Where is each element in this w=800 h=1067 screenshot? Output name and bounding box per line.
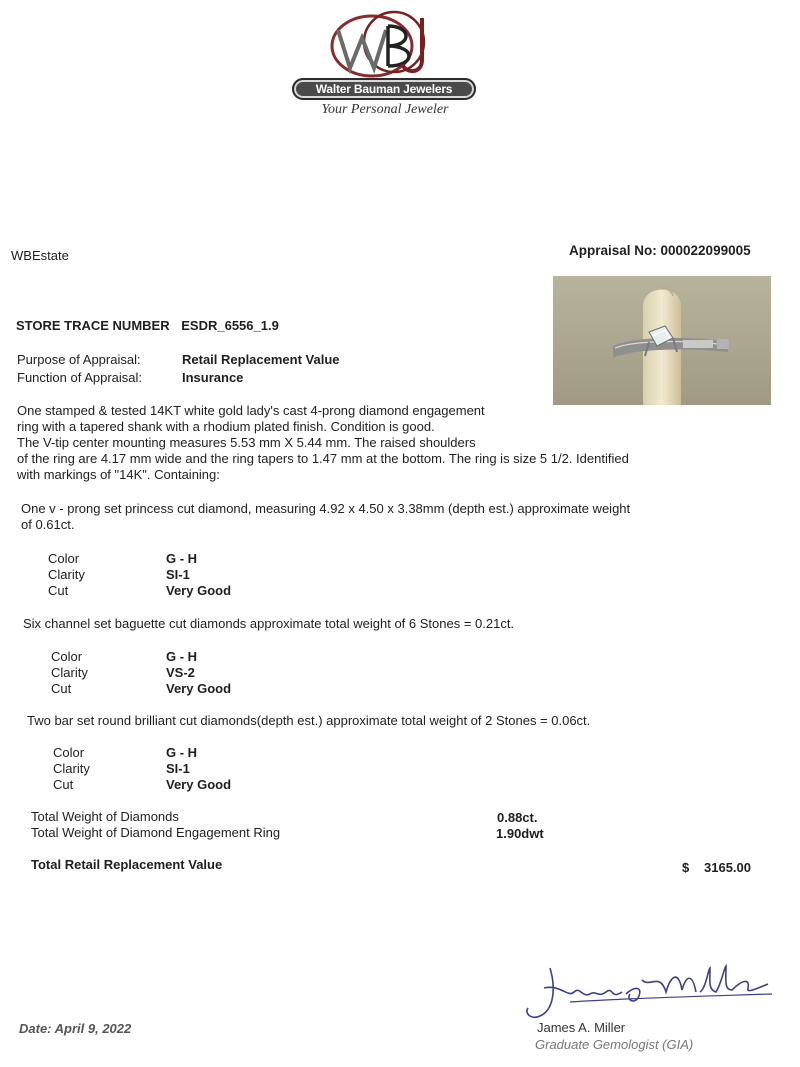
grade-label: Cut: [48, 583, 69, 598]
grade-label: Cut: [51, 681, 72, 696]
grade-value: G - H: [166, 551, 198, 566]
function-value: Insurance: [182, 370, 244, 385]
ring-photo: [553, 276, 771, 405]
grade-value: Very Good: [166, 777, 232, 792]
wbj-monogram-logo: [290, 8, 480, 78]
total-diamonds-label: Total Weight of Diamonds: [31, 809, 179, 824]
grade-label: Cut: [53, 777, 74, 792]
estate-label: WBEstate: [11, 248, 69, 263]
signature-image: [510, 958, 790, 1022]
grade-label: Color: [48, 551, 80, 566]
description-line: with markings of "14K". Containing:: [17, 467, 220, 482]
purpose-value: Retail Replacement Value: [182, 352, 340, 367]
center-stone-line: of 0.61ct.: [21, 517, 75, 532]
logo-tagline: Your Personal Jeweler: [321, 102, 449, 117]
grade-value: Very Good: [166, 583, 232, 598]
grade-value: SI-1: [166, 761, 190, 776]
baguette-line: Six channel set baguette cut diamonds approximate total weight of 6 Stones = 0.21ct.: [23, 616, 515, 631]
description-line: One stamped & tested 14KT white gold lady's cast 4-prong diamond engagement: [17, 403, 485, 418]
logo-plate-text: Walter Bauman Jewelers: [315, 82, 453, 96]
round-diamonds-line: Two bar set round brilliant cut diamonds(depth est.) approximate total weight of 2 Stones = 0.06ct.: [27, 713, 591, 728]
company-logo: [290, 8, 480, 120]
description-line: of the ring are 4.17 mm wide and the ring tapers to 1.47 mm at the bottom. The ring is size 5 1/2. Identified: [17, 451, 629, 466]
grade-label: Clarity: [51, 665, 88, 680]
grade-value: VS-2: [166, 665, 195, 680]
grade-value: G - H: [166, 649, 198, 664]
logo-nameplate: [292, 78, 476, 100]
grade-label: Clarity: [48, 567, 85, 582]
store-trace-row: [16, 318, 279, 334]
total-diamonds-value: 0.88ct.: [497, 810, 538, 825]
total-ring-label: Total Weight of Diamond Engagement Ring: [31, 825, 281, 840]
grade-label: Color: [51, 649, 83, 664]
total-retail-value: 3165.00: [704, 860, 751, 875]
grade-value: G - H: [166, 745, 198, 760]
function-label: Function of Appraisal:: [17, 370, 143, 385]
ring-on-finger-image: [553, 276, 771, 405]
appraisal-date: Date: April 9, 2022: [19, 1021, 132, 1036]
signer-title: Graduate Gemologist (GIA): [535, 1037, 694, 1052]
grade-label: Clarity: [53, 761, 90, 776]
grade-label: Color: [53, 745, 85, 760]
currency-symbol: $: [682, 860, 690, 875]
appraisal-number: Appraisal No: 000022099005: [569, 243, 751, 258]
purpose-label: Purpose of Appraisal:: [17, 352, 141, 367]
description-line: ring with a tapered shank with a rhodium plated finish. Condition is good.: [17, 419, 435, 434]
total-retail-label: Total Retail Replacement Value: [31, 857, 223, 872]
grade-value: SI-1: [166, 567, 190, 582]
grade-value: Very Good: [166, 681, 232, 696]
description-line: The V-tip center mounting measures 5.53 mm X 5.44 mm. The raised shoulders: [17, 435, 476, 450]
center-stone-line: One v - prong set princess cut diamond, measuring 4.92 x 4.50 x 3.38mm (depth est.) approximate weight: [21, 501, 631, 516]
store-trace-value: ESDR_6556_1.9: [181, 318, 279, 333]
store-trace-label: STORE TRACE NUMBER: [16, 318, 170, 333]
signer-name: James A. Miller: [537, 1020, 626, 1035]
total-ring-value: 1.90dwt: [496, 826, 544, 841]
